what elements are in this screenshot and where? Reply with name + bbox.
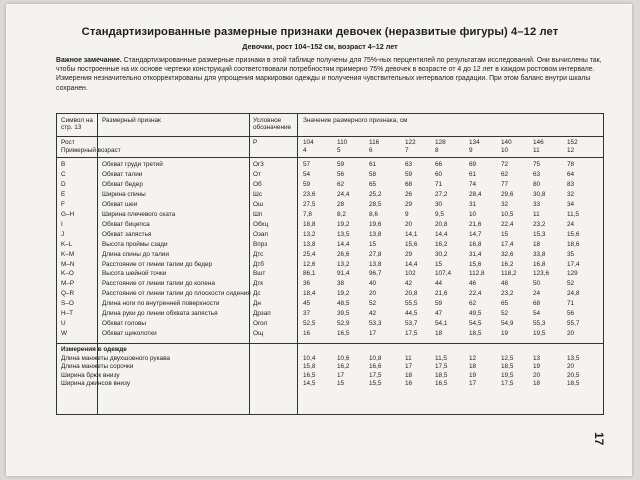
row-value: 28 bbox=[337, 200, 345, 208]
row-feature: Высота шейной точки bbox=[102, 270, 167, 278]
row-value: 62 bbox=[469, 300, 477, 308]
row-feature: Расстояние от линии талии до бедер bbox=[102, 260, 213, 268]
height-value: 146 bbox=[533, 139, 544, 146]
clothing-value: 16 bbox=[405, 380, 413, 388]
row-value: 65 bbox=[369, 180, 377, 188]
row-value: 13,8 bbox=[369, 260, 382, 268]
grid-line bbox=[57, 136, 603, 137]
row-value: 33,8 bbox=[533, 250, 546, 258]
row-feature: Ширина плечевого ската bbox=[102, 210, 176, 218]
row-value: 31 bbox=[469, 200, 477, 208]
row-value: 15,6 bbox=[567, 230, 580, 238]
row-value: 29,6 bbox=[501, 190, 514, 198]
header-feature: Размерный признак bbox=[102, 117, 161, 124]
row-value: 47 bbox=[435, 310, 443, 318]
size-table bbox=[56, 113, 604, 415]
height-value: 110 bbox=[337, 139, 348, 146]
row-feature: Длина руки до линии обхвата запястья bbox=[102, 310, 218, 318]
row-value: 23,2 bbox=[501, 290, 514, 298]
clothing-value: 17 bbox=[469, 380, 477, 388]
row-value: 55,3 bbox=[533, 320, 546, 328]
row-value: 61 bbox=[369, 161, 377, 168]
note-label: Важное замечание. bbox=[56, 57, 122, 64]
clothing-value: 20,5 bbox=[567, 371, 580, 379]
row-value: 36 bbox=[303, 280, 311, 288]
row-symbol: U bbox=[61, 320, 66, 328]
row-value: 22,4 bbox=[469, 290, 482, 298]
row-value: 61 bbox=[469, 170, 477, 178]
age-value: 10 bbox=[501, 147, 509, 154]
header-symbol: Символ на стр. 13 bbox=[61, 117, 93, 132]
row-value: 63 bbox=[533, 170, 541, 178]
row-symbol: H–T bbox=[61, 310, 74, 318]
row-value: 86,1 bbox=[303, 270, 316, 278]
row-symbol: K–M bbox=[61, 250, 75, 258]
row-value: 35 bbox=[567, 250, 575, 258]
height-value: 140 bbox=[501, 139, 512, 146]
row-symbol: C bbox=[61, 170, 66, 178]
row-value: 11,5 bbox=[567, 210, 579, 218]
row-value: 13,5 bbox=[337, 230, 350, 238]
clothing-value: 12 bbox=[469, 355, 477, 362]
row-feature: Высота проймы сзади bbox=[102, 240, 168, 248]
row-symbol: J bbox=[61, 230, 65, 238]
row-value: 54,9 bbox=[501, 320, 514, 328]
row-abbr: Озап bbox=[253, 230, 268, 238]
row-value: 38 bbox=[337, 280, 345, 288]
row-value: 123,6 bbox=[533, 270, 549, 278]
clothing-value: 15,8 bbox=[303, 363, 316, 371]
clothing-feature: Длина манжеты двухшовного рукава bbox=[61, 355, 170, 362]
row-symbol: Q–R bbox=[61, 290, 75, 298]
row-value: 63 bbox=[405, 161, 413, 168]
row-value: 54 bbox=[533, 310, 541, 318]
row-value: 96,7 bbox=[369, 270, 382, 278]
row-value: 46 bbox=[469, 280, 477, 288]
grid-line bbox=[57, 343, 603, 344]
row-value: 27,5 bbox=[303, 200, 316, 208]
clothing-value: 17,5 bbox=[369, 371, 382, 379]
row-value: 9,5 bbox=[435, 210, 444, 218]
row-value: 17 bbox=[369, 330, 377, 338]
row-abbr: Дтс bbox=[253, 250, 264, 258]
row-feature: Длина ноги по внутренней поверхности bbox=[102, 300, 220, 308]
row-value: 91,4 bbox=[337, 270, 350, 278]
row-value: 28,5 bbox=[369, 200, 382, 208]
clothing-value: 16,2 bbox=[337, 363, 350, 371]
row-value: 77 bbox=[501, 180, 509, 188]
row-value: 64 bbox=[567, 170, 575, 178]
row-feature: Обхват бедер bbox=[102, 180, 143, 188]
height-value: 152 bbox=[567, 139, 578, 146]
row-abbr: Обхц bbox=[253, 220, 269, 228]
row-value: 52 bbox=[501, 310, 509, 318]
row-value: 24 bbox=[533, 290, 541, 298]
row-abbr: Ощ bbox=[253, 330, 264, 338]
row-value: 54,1 bbox=[435, 320, 448, 328]
row-value: 11 bbox=[533, 210, 540, 218]
row-abbr: Об bbox=[253, 180, 262, 188]
row-value: 8,6 bbox=[369, 210, 378, 218]
page-subtitle: Девочки, рост 104–152 см, возраст 4–12 лет bbox=[242, 42, 398, 51]
row-value: 16,2 bbox=[501, 260, 514, 268]
note-text: Стандартизированные размерные признаки в этой таблице получены для 75%-ных перцентилей по результатам исследований. Они вычислены так, чтобы построенные на их основе чертежи конструкций соответствовали потребностям примерно 75% девочек в возрасте от 4 до 12 лет в каждом ростовом интервале. Измерения незначительно откорректированы для упрощения маркировки одежды и получения чувствительных интервалов градации. При этом баланс внутри шкалы сохранен. bbox=[56, 57, 602, 92]
row-symbol: I bbox=[61, 220, 63, 228]
clothing-value: 17,5 bbox=[435, 363, 448, 371]
row-value: 56 bbox=[337, 170, 345, 178]
age-value: 12 bbox=[567, 147, 575, 154]
clothing-value: 19 bbox=[469, 371, 477, 379]
row-feature: Ширина спины bbox=[102, 190, 146, 198]
row-feature: Расстояние от линии талии до колена bbox=[102, 280, 215, 288]
row-value: 83 bbox=[567, 180, 575, 188]
row-value: 27,8 bbox=[369, 250, 382, 258]
row-value: 53,7 bbox=[405, 320, 418, 328]
row-value: 25,2 bbox=[369, 190, 382, 198]
age-value: 11 bbox=[533, 147, 540, 154]
row-value: 24 bbox=[567, 220, 575, 228]
row-value: 13,2 bbox=[303, 230, 316, 238]
row-abbr: Ош bbox=[253, 200, 264, 208]
row-value: 8,2 bbox=[337, 210, 346, 218]
clothing-value: 16,5 bbox=[303, 371, 316, 379]
grid-line bbox=[297, 114, 298, 414]
clothing-value: 18 bbox=[469, 363, 477, 371]
clothing-value: 16,5 bbox=[435, 380, 448, 388]
header-values: Значение размерного признака, см bbox=[303, 117, 408, 124]
important-note bbox=[56, 56, 604, 93]
row-value: 18 bbox=[533, 240, 541, 248]
row-value: 26,6 bbox=[337, 250, 350, 258]
row-value: 18,8 bbox=[303, 220, 316, 228]
clothing-value: 18,5 bbox=[435, 371, 448, 379]
row-abbr: Впрз bbox=[253, 240, 268, 248]
row-value: 25,4 bbox=[303, 250, 316, 258]
row-value: 14,4 bbox=[435, 230, 448, 238]
row-value: 29 bbox=[405, 250, 413, 258]
row-value: 40 bbox=[369, 280, 377, 288]
row-value: 20 bbox=[567, 330, 575, 338]
clothing-value: 11,5 bbox=[435, 355, 447, 362]
row-value: 32 bbox=[501, 200, 509, 208]
row-value: 19,2 bbox=[337, 290, 350, 298]
row-value: 58 bbox=[369, 170, 377, 178]
row-value: 7,8 bbox=[303, 210, 312, 218]
row-value: 54,5 bbox=[469, 320, 482, 328]
page-title: Стандартизированные размерные признаки девочек (неразвитые фигуры) 4–12 лет bbox=[81, 26, 559, 38]
row-value: 15 bbox=[435, 260, 443, 268]
clothing-value: 20 bbox=[533, 371, 541, 379]
row-abbr: От bbox=[253, 170, 261, 178]
row-value: 27,2 bbox=[435, 190, 448, 198]
row-value: 44,5 bbox=[405, 310, 418, 318]
row-value: 14,7 bbox=[469, 230, 482, 238]
row-abbr: Шс bbox=[253, 190, 263, 198]
clothing-value: 13 bbox=[533, 355, 541, 362]
row-abbr: Ог3 bbox=[253, 161, 264, 168]
row-value: 14,1 bbox=[405, 230, 418, 238]
row-symbol: G–H bbox=[61, 210, 75, 218]
row-value: 65 bbox=[501, 300, 509, 308]
clothing-value: 10,4 bbox=[303, 355, 316, 362]
clothing-value: 16,6 bbox=[369, 363, 382, 371]
row-value: 102 bbox=[405, 270, 416, 278]
height-value: 104 bbox=[303, 139, 314, 146]
row-value: 66 bbox=[435, 161, 443, 168]
clothing-value: 17,5 bbox=[501, 380, 514, 388]
row-value: 19,6 bbox=[369, 220, 382, 228]
row-value: 24,4 bbox=[337, 190, 350, 198]
row-value: 52 bbox=[567, 280, 575, 288]
row-value: 50 bbox=[533, 280, 541, 288]
clothing-value: 15 bbox=[337, 380, 345, 388]
row-value: 22,4 bbox=[501, 220, 514, 228]
row-value: 15,6 bbox=[469, 260, 482, 268]
row-value: 107,4 bbox=[435, 270, 451, 278]
row-value: 23,6 bbox=[303, 190, 316, 198]
clothing-value: 15,5 bbox=[369, 380, 382, 388]
row-value: 29 bbox=[405, 200, 413, 208]
row-value: 52 bbox=[369, 300, 377, 308]
row-value: 18,6 bbox=[567, 240, 580, 248]
row-value: 15,6 bbox=[405, 240, 418, 248]
clothing-value: 10,6 bbox=[337, 355, 350, 362]
row-feature: Обхват щиколотки bbox=[102, 330, 157, 338]
clothing-value: 13,5 bbox=[567, 355, 580, 362]
header-abbr: Условное обозначение bbox=[253, 117, 292, 132]
age-label: Примерный возраст bbox=[61, 147, 121, 154]
row-value: 39,5 bbox=[337, 310, 350, 318]
row-symbol: E bbox=[61, 190, 66, 198]
clothing-value: 18 bbox=[533, 380, 541, 388]
row-value: 55,5 bbox=[405, 300, 418, 308]
row-value: 19,2 bbox=[337, 220, 350, 228]
row-feature: Обхват головы bbox=[102, 320, 147, 328]
row-value: 59 bbox=[405, 170, 413, 178]
row-value: 45 bbox=[303, 300, 311, 308]
row-value: 60 bbox=[435, 170, 443, 178]
clothing-value: 18 bbox=[405, 371, 413, 379]
height-value: 134 bbox=[469, 139, 480, 146]
row-value: 16 bbox=[303, 330, 311, 338]
row-value: 19,5 bbox=[533, 330, 546, 338]
row-value: 16,8 bbox=[469, 240, 482, 248]
age-value: 9 bbox=[469, 147, 473, 154]
row-value: 28,4 bbox=[469, 190, 482, 198]
row-value: 74 bbox=[469, 180, 477, 188]
clothing-value: 14,5 bbox=[303, 380, 316, 388]
row-value: 17,5 bbox=[405, 330, 418, 338]
clothing-value: 19 bbox=[533, 363, 541, 371]
row-value: 44 bbox=[435, 280, 443, 288]
row-abbr: Дс bbox=[253, 290, 261, 298]
row-symbol: F bbox=[61, 200, 65, 208]
clothing-value: 19,5 bbox=[501, 371, 514, 379]
row-value: 48 bbox=[501, 280, 509, 288]
clothing-feature: Ширина джинсов внизу bbox=[61, 380, 131, 388]
row-value: 21,6 bbox=[469, 220, 482, 228]
row-value: 69 bbox=[469, 161, 477, 168]
page-number: 17 bbox=[592, 432, 606, 446]
age-value: 6 bbox=[369, 147, 373, 154]
height-value: 128 bbox=[435, 139, 446, 146]
row-value: 62 bbox=[337, 180, 345, 188]
grid-line bbox=[249, 114, 250, 414]
row-value: 18,4 bbox=[303, 290, 316, 298]
row-feature: Обхват бицепса bbox=[102, 220, 150, 228]
clothing-value: 11 bbox=[405, 355, 412, 362]
row-value: 16,5 bbox=[337, 330, 350, 338]
row-value: 71 bbox=[567, 300, 575, 308]
clothing-value: 10,8 bbox=[369, 355, 382, 362]
age-value: 5 bbox=[337, 147, 341, 154]
clothing-value: 18,5 bbox=[501, 363, 514, 371]
row-value: 30,2 bbox=[435, 250, 448, 258]
clothing-value: 12,5 bbox=[501, 355, 514, 362]
row-value: 18,5 bbox=[469, 330, 482, 338]
row-value: 10,5 bbox=[501, 210, 514, 218]
row-abbr: Дтб bbox=[253, 260, 264, 268]
row-value: 9 bbox=[405, 210, 409, 218]
row-feature: Длина спины до талии bbox=[102, 250, 169, 258]
row-value: 34 bbox=[567, 200, 575, 208]
row-value: 14,4 bbox=[337, 240, 350, 248]
row-value: 72 bbox=[501, 161, 509, 168]
clothing-value: 20 bbox=[567, 363, 575, 371]
row-symbol: M–P bbox=[61, 280, 75, 288]
row-value: 75 bbox=[533, 161, 541, 168]
age-value: 7 bbox=[405, 147, 409, 154]
row-value: 14,4 bbox=[405, 260, 418, 268]
row-value: 20,8 bbox=[405, 290, 418, 298]
clothing-feature: Длина манжеты сорочки bbox=[61, 363, 134, 371]
row-value: 13,8 bbox=[303, 240, 316, 248]
age-value: 8 bbox=[435, 147, 439, 154]
row-value: 59 bbox=[337, 161, 345, 168]
row-value: 129 bbox=[567, 270, 578, 278]
clothing-value: 18,5 bbox=[567, 380, 580, 388]
row-abbr: Дн bbox=[253, 300, 261, 308]
row-feature: Обхват запястья bbox=[102, 230, 152, 238]
row-value: 118,2 bbox=[501, 270, 517, 278]
row-value: 55,7 bbox=[567, 320, 580, 328]
row-abbr: Дтк bbox=[253, 280, 264, 288]
row-value: 49,5 bbox=[469, 310, 482, 318]
row-abbr: Вшт bbox=[253, 270, 266, 278]
row-value: 15,3 bbox=[533, 230, 546, 238]
row-value: 32 bbox=[567, 190, 575, 198]
clothing-feature: Ширина брюк внизу bbox=[61, 371, 120, 379]
age-value: 4 bbox=[303, 147, 307, 154]
row-value: 18 bbox=[435, 330, 443, 338]
row-value: 54 bbox=[303, 170, 311, 178]
row-value: 30 bbox=[435, 200, 443, 208]
row-value: 32,6 bbox=[501, 250, 514, 258]
row-symbol: S–O bbox=[61, 300, 74, 308]
row-abbr: Шп bbox=[253, 210, 263, 218]
row-abbr: Дрзап bbox=[253, 310, 271, 318]
row-feature: Обхват талии bbox=[102, 170, 143, 178]
row-value: 16,8 bbox=[533, 260, 546, 268]
row-value: 48,5 bbox=[337, 300, 350, 308]
row-value: 53,3 bbox=[369, 320, 382, 328]
row-value: 24,8 bbox=[567, 290, 580, 298]
row-value: 31,4 bbox=[469, 250, 482, 258]
clothing-value: 17 bbox=[337, 371, 345, 379]
row-value: 19 bbox=[501, 330, 509, 338]
row-value: 20,8 bbox=[435, 220, 448, 228]
row-value: 30,8 bbox=[533, 190, 546, 198]
height-value: 116 bbox=[369, 139, 380, 146]
row-symbol: K–O bbox=[61, 270, 74, 278]
row-value: 78 bbox=[567, 161, 575, 168]
row-value: 16,2 bbox=[435, 240, 448, 248]
row-value: 15 bbox=[501, 230, 509, 238]
row-value: 59 bbox=[303, 180, 311, 188]
row-value: 80 bbox=[533, 180, 541, 188]
height-value: 122 bbox=[405, 139, 416, 146]
row-value: 33 bbox=[533, 200, 541, 208]
clothing-value: 17 bbox=[405, 363, 413, 371]
row-abbr: Огол bbox=[253, 320, 268, 328]
row-value: 59 bbox=[435, 300, 443, 308]
row-value: 37 bbox=[303, 310, 311, 318]
row-value: 71 bbox=[435, 180, 443, 188]
row-value: 13,8 bbox=[369, 230, 382, 238]
row-value: 20 bbox=[405, 220, 413, 228]
row-symbol: D bbox=[61, 180, 66, 188]
row-value: 42 bbox=[369, 310, 377, 318]
row-value: 52,9 bbox=[337, 320, 350, 328]
row-value: 26 bbox=[405, 190, 413, 198]
row-value: 20 bbox=[369, 290, 377, 298]
row-value: 52,5 bbox=[303, 320, 316, 328]
row-value: 68 bbox=[405, 180, 413, 188]
row-value: 21,6 bbox=[435, 290, 448, 298]
grid-line bbox=[57, 157, 603, 158]
row-feature: Обхват груди третий bbox=[102, 161, 163, 168]
row-feature: Расстояние от линии талии до плоскости сидения bbox=[102, 290, 251, 298]
row-value: 12,6 bbox=[303, 260, 316, 268]
row-value: 17,4 bbox=[567, 260, 580, 268]
row-value: 10 bbox=[469, 210, 477, 218]
row-value: 15 bbox=[369, 240, 377, 248]
row-value: 42 bbox=[405, 280, 413, 288]
row-feature: Обхват шеи bbox=[102, 200, 138, 208]
row-symbol: K–L bbox=[61, 240, 73, 248]
row-value: 23,2 bbox=[533, 220, 546, 228]
row-value: 62 bbox=[501, 170, 509, 178]
row-value: 13,2 bbox=[337, 260, 350, 268]
row-value: 57 bbox=[303, 161, 311, 168]
height-abbr: Р bbox=[253, 139, 258, 146]
row-symbol: M–N bbox=[61, 260, 75, 268]
row-value: 17,4 bbox=[501, 240, 514, 248]
height-label: Рост bbox=[61, 139, 75, 146]
row-value: 112,8 bbox=[469, 270, 485, 278]
row-value: 68 bbox=[533, 300, 541, 308]
row-symbol: W bbox=[61, 330, 68, 338]
row-symbol: B bbox=[61, 161, 66, 168]
clothing-header: Измерения в одежде bbox=[61, 346, 127, 353]
row-value: 56 bbox=[567, 310, 575, 318]
